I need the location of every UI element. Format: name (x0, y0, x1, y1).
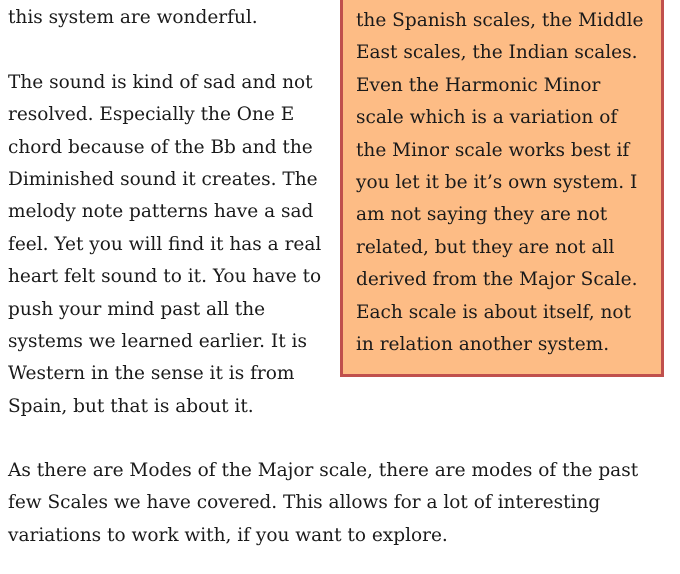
paragraph-modes: As there are Modes of the Major scale, there are modes of the past few Scales we have covered. This allows for a lot of interesting variations to work with, if you want to explore. (8, 460, 639, 546)
left-column (8, 2, 340, 423)
sidebar-callout-box (340, 0, 664, 377)
sidebar-text: the Spanish scales, the Middle East scales, the Indian scales. Even the Harmonic Minor scale which is a variation of the Minor scale works best if you let it be it’s own system. I am not saying they are not related, but they are not all derived from the Major Scale. Each scale is about itself, not in relation another system. (356, 10, 644, 356)
paragraph-intro: this system are wonderful. (8, 7, 258, 28)
paragraph-sound: The sound is kind of sad and not resolved. Especially the One E chord because of the Bb and the Diminished sound it creates. The melody note patterns have a sad feel. Yet you will find it has a real heart felt sound to it. You have to push your mind past all the systems we learned earlier. It is Western in the sense it is from Spain, but that is about it. (8, 71, 322, 417)
